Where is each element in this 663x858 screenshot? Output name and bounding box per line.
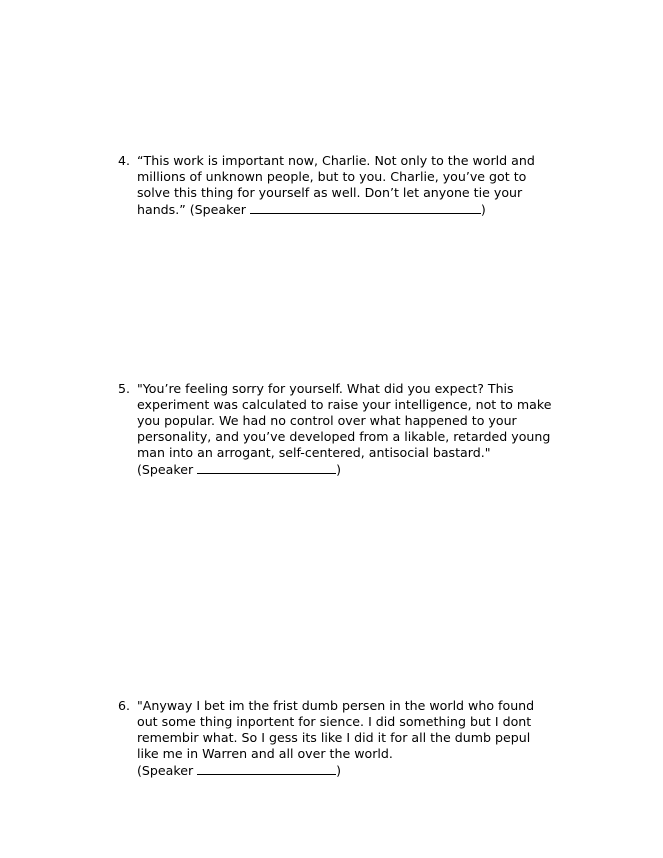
speaker-closing: ) [480,202,486,217]
quote-line: you popular. We had no control over what happened to your [137,413,517,428]
speaker-line [137,201,578,218]
quote-text [137,381,578,478]
quote-line: personality, and you’ve developed from a likable, retarded young [137,429,551,444]
quote-line: out some thing inportent for sience. I did something but I dont [137,714,532,729]
speaker-prefix: (Speaker [137,462,198,477]
question-6 [118,698,578,779]
speaker-answer-blank[interactable] [197,461,336,474]
quote-line: solve this thing for yourself as well. Don’t let anyone tie your [137,185,523,200]
quote-line: “This work is important now, Charlie. Not only to the world and [137,153,535,168]
speaker-line [137,762,578,779]
speaker-prefix: (Speaker [137,763,198,778]
question-number: 6. [118,698,131,713]
speaker-line [137,461,578,478]
question-number: 4. [118,153,131,168]
quote-text [137,698,578,779]
question-5 [118,381,578,478]
speaker-closing: ) [336,763,342,778]
quote-text [137,153,578,218]
speaker-answer-blank[interactable] [250,201,481,214]
speaker-closing: ) [336,462,342,477]
question-4 [118,153,578,218]
quote-line: man into an arrogant, self-centered, antisocial bastard." [137,445,491,460]
speaker-prefix: hands.” (Speaker [137,202,250,217]
speaker-answer-blank[interactable] [197,762,336,775]
quote-line: experiment was calculated to raise your intelligence, not to make [137,397,552,412]
quote-line: "You’re feeling sorry for yourself. What did you expect? This [137,381,514,396]
quote-line: remembir what. So I gess its like I did it for all the dumb pepul [137,730,531,745]
question-number: 5. [118,381,131,396]
quote-line: like me in Warren and all over the world. [137,746,393,761]
quote-line: "Anyway I bet im the frist dumb persen in the world who found [137,698,535,713]
quote-line: millions of unknown people, but to you. Charlie, you’ve got to [137,169,527,184]
